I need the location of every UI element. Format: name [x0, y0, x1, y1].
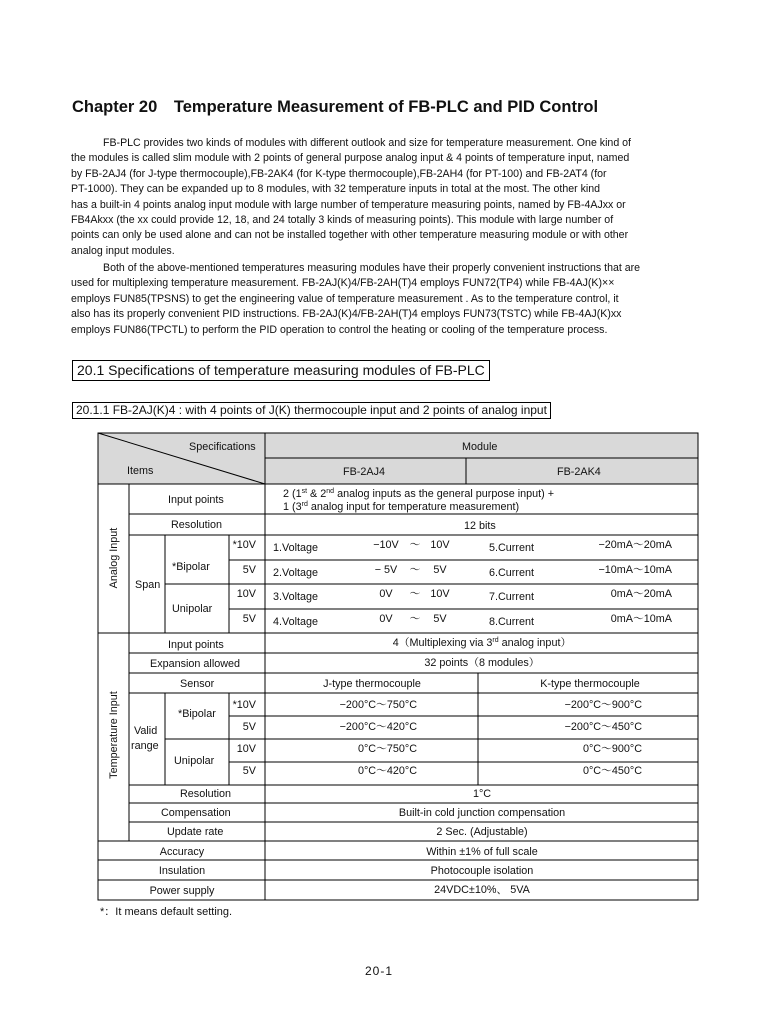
- analog-voltage-name: 2.Voltage: [273, 567, 319, 579]
- footnote: *：It means default setting.: [100, 906, 233, 918]
- analog-voltage-tilde: ～: [409, 539, 421, 551]
- accuracy-label: Accuracy: [159, 846, 205, 858]
- subsection-heading: 20.1.1 FB-2AJ(K)4 : with 4 points of J(K) thermocouple input and 2 points of analog input: [72, 402, 551, 419]
- chapter-heading: Temperature Measurement of FB-PLC and PID Control: [173, 98, 599, 116]
- temp-sensor-j: J-type thermocouple: [323, 678, 421, 690]
- power-supply-label: Power supply: [149, 885, 215, 897]
- temp-input-points-value: 4（Multiplexing via 3rd analog input）: [392, 637, 572, 649]
- analog-range-value: *10V: [232, 539, 256, 551]
- paragraph-line: analog input modules.: [71, 244, 175, 257]
- analog-resolution-label: Resolution: [171, 519, 223, 531]
- accuracy-value: Within ±1% of full scale: [426, 846, 538, 858]
- temp-range-k-value: 0°C～450°C: [582, 765, 642, 777]
- analog-current-name: 5.Current: [489, 542, 535, 554]
- temp-range-j-value: 0°C～420°C: [357, 765, 417, 777]
- page-number: 20-1: [365, 964, 394, 978]
- temp-sensor-label: Sensor: [180, 678, 215, 690]
- temp-resolution-value: 1°C: [472, 788, 492, 800]
- temp-range-value: 10V: [236, 743, 256, 755]
- temperature-input-group-label: Temperature Input: [108, 691, 120, 779]
- paragraph-line: Both of the above-mentioned temperatures measuring modules have their properly convenient instructions that are: [103, 262, 641, 274]
- analog-bipolar-label: *Bipolar: [172, 561, 210, 573]
- paragraph-line: also has its properly convenient PID instructions. FB-2AJ(K)4/FB-2AH(T)4 employs FUN73(TSTC) while FB-4AJ(K)xx: [71, 308, 622, 321]
- temp-resolution-label: Resolution: [180, 788, 232, 800]
- header-module: Module: [462, 441, 498, 453]
- temp-unipolar-label: Unipolar: [174, 755, 215, 767]
- temp-range-value: 5V: [242, 721, 256, 733]
- analog-voltage-tilde: ～: [409, 588, 421, 600]
- analog-span-label: Span: [135, 579, 161, 591]
- header-specifications: Specifications: [189, 441, 256, 453]
- temp-range-value: 5V: [242, 765, 256, 777]
- analog-current-value: −20mA～20mA: [598, 539, 672, 551]
- paragraph-line: points can only be used alone and can not be installed together with other temperature measuring module or with other: [71, 229, 629, 242]
- analog-range-value: 5V: [242, 613, 256, 625]
- analog-current-value: 0mA～10mA: [610, 613, 672, 625]
- temp-range-j-value: −200°C～750°C: [339, 699, 417, 711]
- analog-range-value: 5V: [242, 564, 256, 576]
- header-fb-2ak4: FB-2AK4: [557, 466, 601, 478]
- paragraph-line: PT-1000). They can be expanded up to 8 modules, with 32 temperature inputs in total at the most. The other kind: [71, 183, 601, 196]
- insulation-label: Insulation: [158, 865, 206, 877]
- analog-voltage-name: 1.Voltage: [273, 542, 319, 554]
- temp-range-value: *10V: [232, 699, 256, 711]
- temp-input-points-label: Input points: [168, 639, 224, 651]
- paragraph-line: the modules is called slim module with 2 points of general purpose analog input & 4 points of temperature input, named: [71, 152, 630, 165]
- temp-range-j-value: 0°C～750°C: [357, 743, 417, 755]
- paragraph-line: has a built-in 4 points analog input module with large number of temperature measuring points, named by FB-4AJxx or: [71, 198, 626, 211]
- analog-voltage-tilde: ～: [409, 564, 421, 576]
- temp-range-k-value: −200°C～900°C: [564, 699, 642, 711]
- temp-range-k-value: −200°C～450°C: [564, 721, 642, 733]
- analog-input-points-line1: 2 (1st & 2nd analog inputs as the general purpose input) +: [283, 488, 555, 500]
- analog-current-name: 8.Current: [489, 616, 535, 628]
- temperature-range-rows: [233, 699, 643, 777]
- paragraph-line: employs FUN85(TPSNS) to get the engineering value of temperature measurement . As to the temperature control, it: [71, 292, 619, 305]
- temp-range-k-value: 0°C～900°C: [582, 743, 642, 755]
- analog-current-name: 7.Current: [489, 591, 535, 603]
- analog-voltage-low: − 5V: [374, 564, 398, 576]
- section-heading: 20.1 Specifications of temperature measuring modules of FB-PLC: [72, 360, 490, 381]
- paragraph-line: employs FUN86(TPCTL) to perform the PID operation to control the heating or cooling of the temperature process.: [71, 323, 608, 336]
- temp-valid-label-1: Valid: [134, 725, 158, 737]
- analog-input-points-label: Input points: [168, 494, 224, 506]
- temp-expansion-value: 32 points（8 modules）: [424, 657, 540, 669]
- temp-compensation-label: Compensation: [161, 807, 231, 819]
- analog-current-value: 0mA～20mA: [610, 588, 672, 600]
- analog-range-value: 10V: [236, 588, 256, 600]
- analog-voltage-low: −10V: [373, 539, 399, 551]
- temp-update-label: Update rate: [167, 826, 224, 838]
- insulation-value: Photocouple isolation: [430, 865, 534, 877]
- header-items: Items: [127, 465, 154, 477]
- temp-bipolar-label: *Bipolar: [178, 708, 216, 720]
- analog-voltage-name: 3.Voltage: [273, 591, 319, 603]
- power-supply-value: 24VDC±10%、 5VA: [434, 884, 530, 896]
- analog-input-points-line2: 1 (3rd analog input for temperature measurement): [283, 501, 520, 513]
- paragraph-line: used for multiplexing temperature measurement. FB-2AJ(K)4/FB-2AH(T)4 employs FUN72(TP4) while FB-4AJ(K)××: [71, 277, 615, 290]
- temp-update-value: 2 Sec. (Adjustable): [436, 826, 528, 838]
- temp-valid-label-2: range: [131, 740, 159, 752]
- analog-current-value: −10mA～10mA: [598, 564, 672, 576]
- temp-range-j-value: −200°C～420°C: [339, 721, 417, 733]
- analog-input-group-label: Analog Input: [108, 527, 120, 589]
- analog-voltage-high: 10V: [430, 588, 450, 600]
- header-fb-2aj4: FB-2AJ4: [343, 466, 386, 478]
- temp-compensation-value: Built-in cold junction compensation: [398, 807, 566, 819]
- temp-sensor-k: K-type thermocouple: [540, 678, 640, 690]
- temp-expansion-label: Expansion allowed: [150, 658, 241, 670]
- analog-voltage-high: 10V: [430, 539, 450, 551]
- analog-voltage-high: 5V: [433, 564, 447, 576]
- paragraph-line: by FB-2AJ4 (for J-type thermocouple),FB-2AK4 (for K-type thermocouple),FB-2AH4 (for PT-100) and FB-2AT4 (for: [71, 167, 607, 180]
- analog-resolution-value: 12 bits: [464, 520, 496, 532]
- chapter-number: Chapter 20: [72, 98, 158, 116]
- analog-unipolar-label: Unipolar: [172, 603, 213, 615]
- analog-voltage-low: 0V: [379, 613, 393, 625]
- paragraph-line: FB4Akxx (the xx could provide 12, 18, and 24 totally 3 kinds of measuring points). This module with large number of: [71, 214, 614, 227]
- analog-voltage-name: 4.Voltage: [273, 616, 319, 628]
- analog-voltage-low: 0V: [379, 588, 393, 600]
- paragraph-line: FB-PLC provides two kinds of modules with different outlook and size for temperature measurement. One kind of: [103, 137, 631, 149]
- analog-voltage-high: 5V: [433, 613, 447, 625]
- analog-current-name: 6.Current: [489, 567, 535, 579]
- analog-voltage-tilde: ～: [409, 613, 421, 625]
